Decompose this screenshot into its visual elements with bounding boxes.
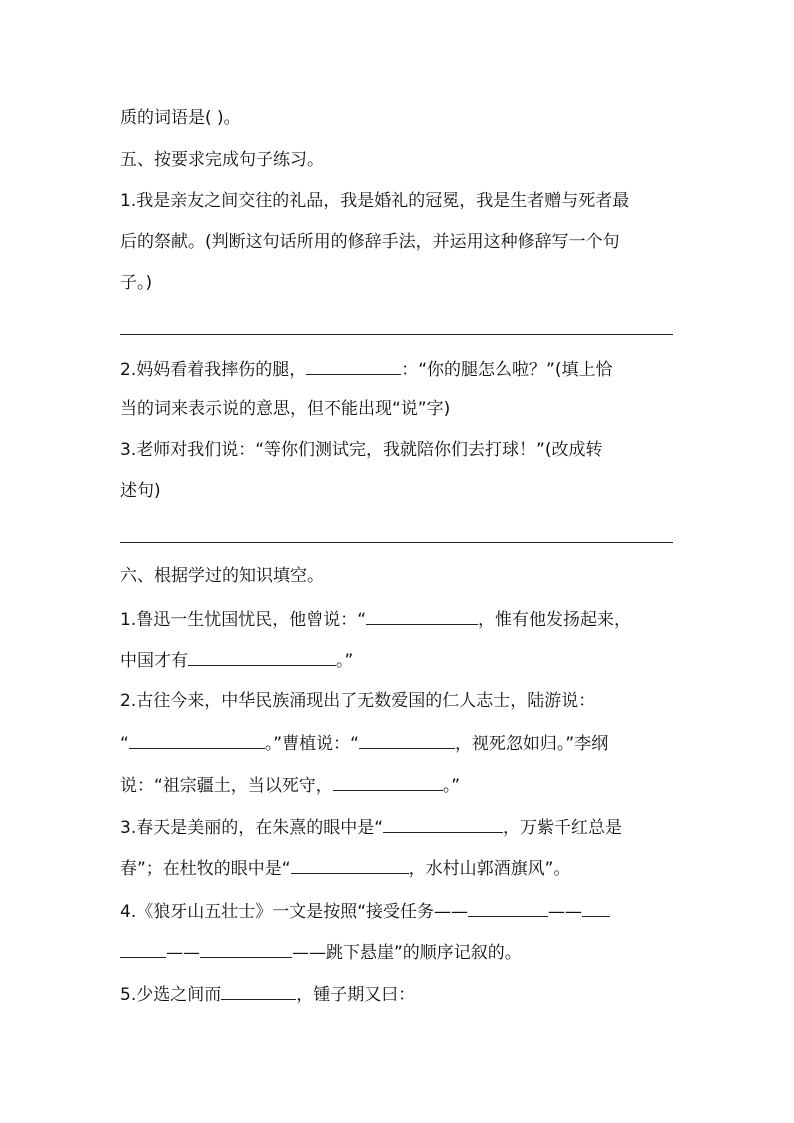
text-line: ，万紫千红总是 <box>503 818 623 838</box>
q5-1-line-3 <box>120 271 152 295</box>
q6-1-line-1 <box>120 606 631 632</box>
text-line: ，水村山郭酒旗风”。 <box>408 859 571 879</box>
text-line: 3.老师对我们说：“等你们测试完，我就陪你们去打球！”(改成转 <box>120 440 603 460</box>
text-line: ：“你的腿怎么啦？”(填上恰 <box>401 360 613 380</box>
q6-2-line-1 <box>120 689 595 713</box>
fill-blank[interactable] <box>221 981 296 1000</box>
text-line: 5.少选之间而 <box>120 985 222 1005</box>
answer-line[interactable] <box>120 542 673 543</box>
text-line: 子。) <box>120 273 153 293</box>
text-line: 。” <box>336 651 354 671</box>
fill-blank[interactable] <box>582 898 610 917</box>
text-line: 说：“祖宗疆土，当以死守， <box>120 776 333 796</box>
text-line: 述句) <box>120 481 161 501</box>
q5-2-line-1 <box>120 356 612 382</box>
q6-3-line-2 <box>120 855 570 881</box>
text-line: 2.古往今来，中华民族涌现出了无数爱国的仁人志士，陆游说： <box>120 691 596 711</box>
q6-1-line-2 <box>120 647 353 673</box>
fill-blank[interactable] <box>333 772 443 791</box>
q5-2-line-2 <box>120 397 450 421</box>
section-5-heading <box>120 148 324 172</box>
fill-blank[interactable] <box>306 356 401 375</box>
question-4-tail <box>120 106 241 130</box>
q6-4-line-1 <box>120 898 610 924</box>
text-line: 五、按要求完成句子练习。 <box>120 150 324 170</box>
text-line: ，惟有他发扬起来， <box>478 610 632 630</box>
fill-blank[interactable] <box>291 855 409 874</box>
fill-blank[interactable] <box>468 898 548 917</box>
text-line: ，锺子期又曰： <box>296 985 416 1005</box>
text-line: 六、根据学过的知识填空。 <box>120 566 324 586</box>
text-line: 春”；在杜牧的眼中是“ <box>120 859 291 879</box>
q5-1-line-2 <box>120 230 620 254</box>
q6-5-line-1 <box>120 981 415 1007</box>
q6-2-line-3 <box>120 772 460 798</box>
fill-blank[interactable] <box>129 730 265 749</box>
fill-blank[interactable] <box>120 939 166 958</box>
fill-blank[interactable] <box>359 730 455 749</box>
text-line: 。” <box>442 776 461 796</box>
q6-2-line-2 <box>120 730 608 756</box>
text-line: —— <box>166 943 200 963</box>
text-line: 2.妈妈看着我摔伤的腿， <box>120 360 307 380</box>
text-line: 后的祭献。(判断这句话所用的修辞手法，并运用这种修辞写一个句 <box>120 232 620 252</box>
text-line: 质的词语是( )。 <box>120 108 241 128</box>
section-6-heading <box>120 564 324 588</box>
text-line: ——跳下悬崖”的顺序记叙的。 <box>292 943 522 963</box>
fill-blank[interactable] <box>366 606 478 625</box>
text-line: 1.鲁迅一生忧国忧民，他曾说：“ <box>120 610 367 630</box>
fill-blank[interactable] <box>188 647 336 666</box>
q5-3-line-1 <box>120 438 602 462</box>
q6-3-line-1 <box>120 814 622 840</box>
fill-blank[interactable] <box>383 814 503 833</box>
text-line: 中国才有 <box>120 651 188 671</box>
text-line: 3.春天是美丽的，在朱熹的眼中是“ <box>120 818 384 838</box>
fill-blank[interactable] <box>200 939 292 958</box>
text-line: 。”曹植说：“ <box>264 734 359 754</box>
text-line: ，视死忽如归。”李纲 <box>454 734 609 754</box>
text-line: 当的词来表示说的意思，但不能出现“说”字) <box>120 399 451 419</box>
q5-1-line-1 <box>120 189 629 213</box>
q6-4-line-2 <box>120 939 522 965</box>
answer-line[interactable] <box>120 334 673 335</box>
text-line: 1.我是亲友之间交往的礼品，我是婚礼的冠冕，我是生者赠与死者最 <box>120 191 630 211</box>
q5-3-line-2 <box>120 479 161 503</box>
text-line: 4.《狼牙山五壮士》一文是按照“接受任务—— <box>120 902 469 922</box>
text-line: —— <box>548 902 583 922</box>
text-line: “ <box>120 734 129 754</box>
